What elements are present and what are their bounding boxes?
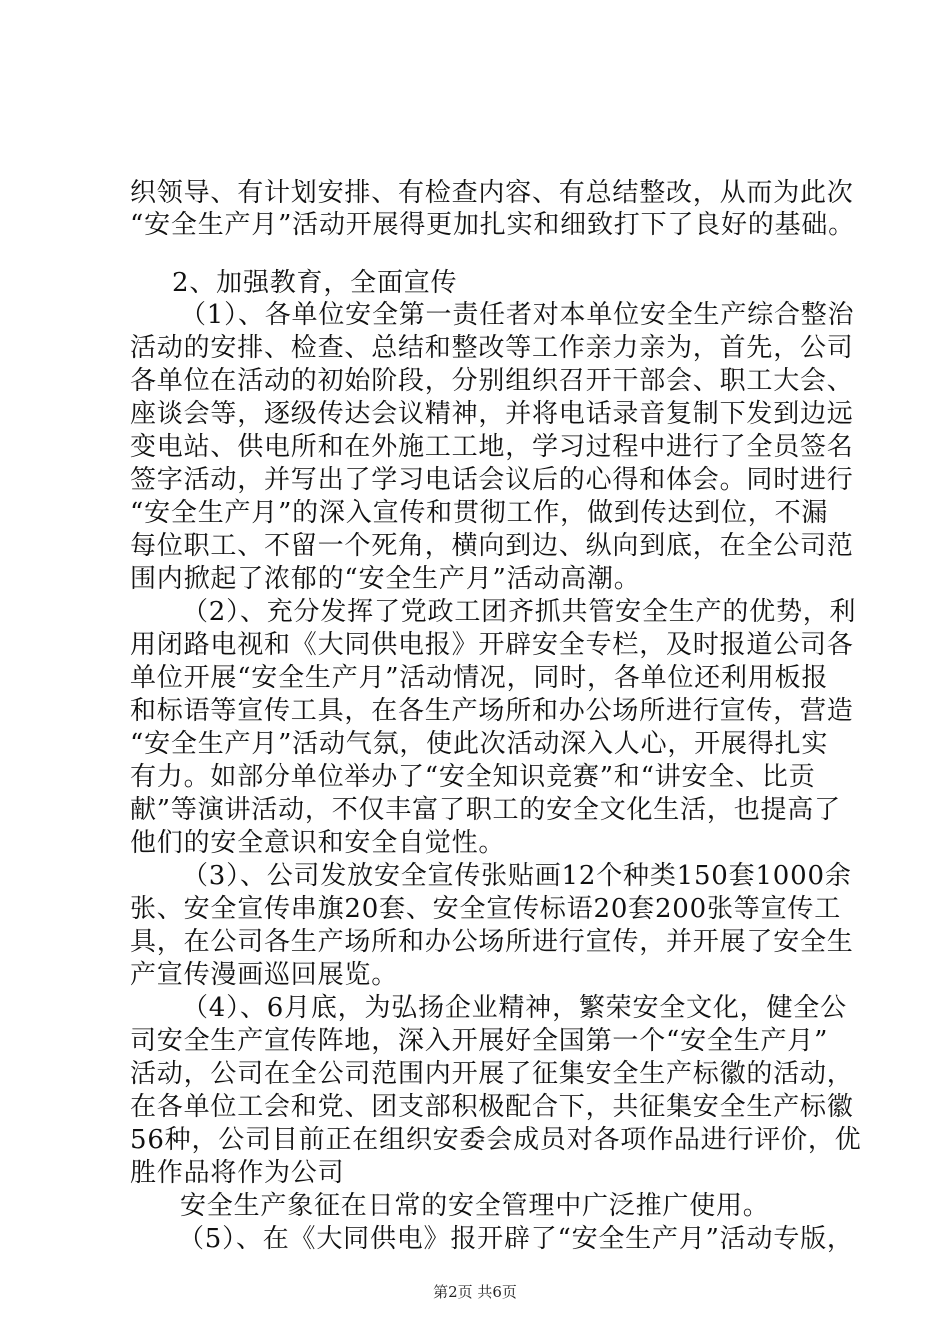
body-text-line: 张、安全宣传串旗20套、安全宣传标语20套200张等宣传工	[130, 894, 841, 924]
body-text-line: 用闭路电视和《大同供电报》开辟安全专栏，及时报道公司各	[130, 630, 854, 660]
body-text-line: 每位职工、不留一个死角，横向到边、纵向到底，在全公司范	[130, 531, 854, 561]
body-text-line: 单位开展“安全生产月”活动情况，同时，各单位还利用板报	[130, 663, 829, 693]
body-text-line: 各单位在活动的初始阶段，分别组织召开干部会、职工大会、	[130, 366, 854, 396]
body-text-line: 司安全生产宣传阵地，深入开展好全国第一个“安全生产月”	[130, 1026, 829, 1056]
section-heading: 2、加强教育，全面宣传	[172, 268, 458, 298]
page-number-footer: 第2页 共6页	[433, 1283, 517, 1301]
body-text-line: 活动，公司在全公司范围内开展了征集安全生产标徽的活动，	[130, 1059, 854, 1089]
body-text-line: 献”等演讲活动，不仅丰富了职工的安全文化生活，也提高了	[130, 795, 841, 825]
body-text-line: 变电站、供电所和在外施工工地，学习过程中进行了全员签名	[130, 432, 854, 462]
body-text-line: 具，在公司各生产场所和办公场所进行宣传，并开展了安全生	[130, 927, 854, 957]
body-text-line: “安全生产月”活动气氛，使此次活动深入人心，开展得扎实	[130, 729, 829, 759]
body-text-line: 胜作品将作为公司	[130, 1158, 345, 1188]
body-text-line: “安全生产月”的深入宣传和贯彻工作，做到传达到位，不漏	[130, 498, 829, 528]
body-text-line: 和标语等宣传工具，在各生产场所和办公场所进行宣传，营造	[130, 696, 854, 726]
body-text-line: 有力。如部分单位举办了“安全知识竞赛”和“讲安全、比贡	[130, 762, 816, 792]
body-text-line: （3）、公司发放安全宣传张贴画12个种类150套1000余	[182, 861, 852, 891]
body-text-line: 织领导、有计划安排、有检查内容、有总结整改，从而为此次	[130, 178, 854, 208]
body-text-line: 签字活动，并写出了学习电话会议后的心得和体会。同时进行	[130, 465, 854, 495]
body-text-line: 56种，公司目前正在组织安委会成员对各项作品进行评价，优	[130, 1125, 862, 1155]
body-text-line: （5）、在《大同供电》报开辟了“安全生产月”活动专版，	[178, 1224, 854, 1254]
body-text-line: 座谈会等，逐级传达会议精神，并将电话录音复制下发到边远	[130, 399, 854, 429]
body-text-line: 活动的安排、检查、总结和整改等工作亲力亲为，首先，公司	[130, 333, 854, 363]
body-text-line: “安全生产月”活动开展得更加扎实和细致打下了良好的基础。	[130, 210, 855, 240]
body-text-line: 围内掀起了浓郁的“安全生产月”活动高潮。	[130, 564, 641, 594]
body-text-line: （1）、各单位安全第一责任者对本单位安全生产综合整治	[180, 300, 855, 330]
body-text-line: （2）、充分发挥了党政工团齐抓共管安全生产的优势，利	[182, 597, 857, 627]
body-text-line: 在各单位工会和党、团支部积极配合下，共征集安全生产标徽	[130, 1092, 854, 1122]
body-text-line: 安全生产象征在日常的安全管理中广泛推广使用。	[180, 1191, 770, 1221]
body-text-line: 产宣传漫画巡回展览。	[130, 960, 399, 990]
body-text-line: 他们的安全意识和安全自觉性。	[130, 828, 506, 858]
body-text-line: （4）、6月底，为弘扬企业精神，繁荣安全文化，健全公	[182, 993, 847, 1023]
